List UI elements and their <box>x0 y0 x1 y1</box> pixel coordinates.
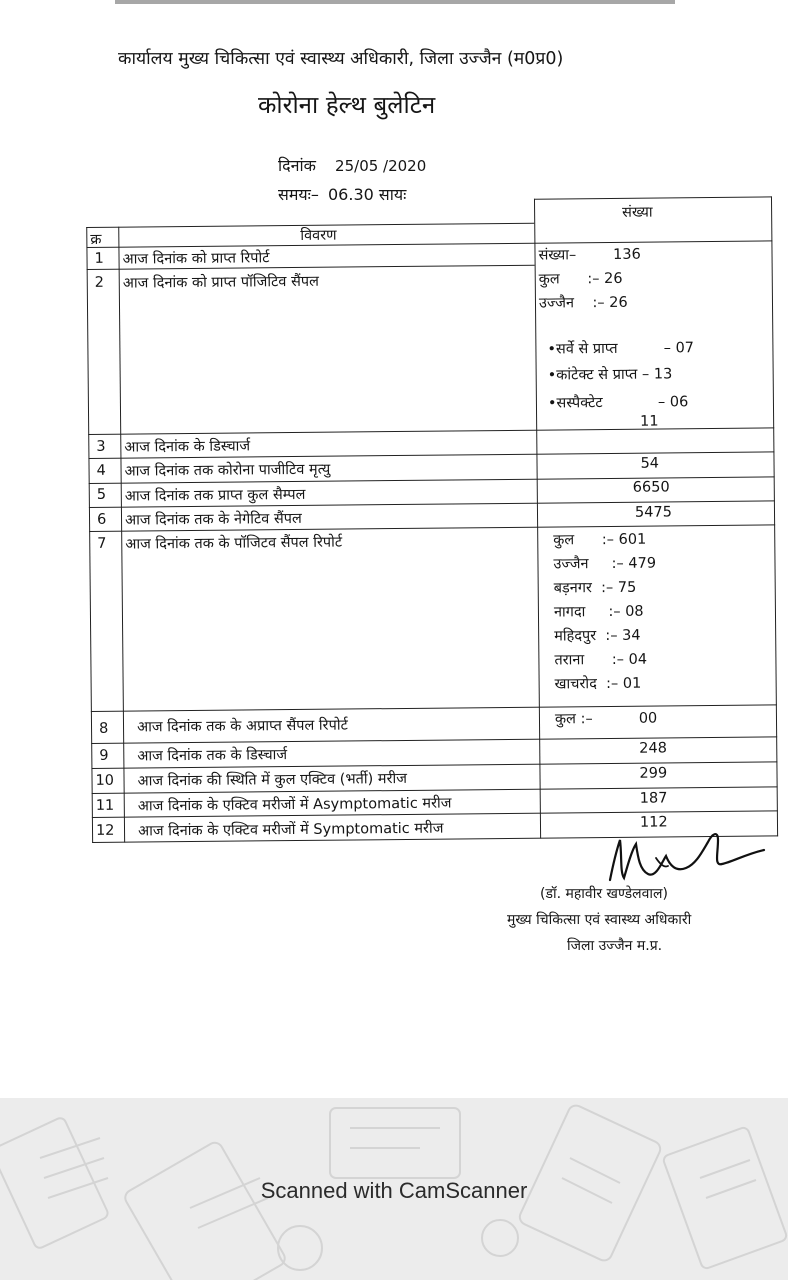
time-label: समयः– <box>278 185 319 204</box>
header-count: संख्या <box>622 204 653 221</box>
row-7-count-line: उज्जैन :– 479 <box>553 555 657 573</box>
row-8-sr: 8 <box>98 720 109 737</box>
row-1-desc: आज दिनांक को प्राप्त रिपोर्ट <box>122 250 270 268</box>
table-border-left <box>86 227 93 843</box>
row-7-count-line: खाचरोद :– 01 <box>554 675 642 693</box>
camscanner-footer <box>0 1098 788 1280</box>
row-12-count: 112 <box>639 814 668 831</box>
row-9-count: 248 <box>639 740 668 757</box>
row-9-sr: 9 <box>99 747 109 764</box>
row-4-desc: आज दिनांक तक कोरोना पाजीटिव मृत्यु <box>124 461 331 480</box>
date-line <box>278 154 426 176</box>
row-2-count-line: कुल :– 26 <box>538 270 623 288</box>
row-10-count: 299 <box>639 765 668 782</box>
row-10-sr: 10 <box>95 772 115 789</box>
row-8-desc: आज दिनांक तक के अप्राप्त सैंपल रिपोर्ट <box>136 717 348 736</box>
signatory-district: जिला उज्जैन म.प्र. <box>567 938 663 954</box>
row-2-count-line: •सर्वे से प्राप्त – 07 <box>547 340 695 358</box>
row-5-sr: 5 <box>96 486 107 503</box>
row-11-sr: 11 <box>95 797 115 814</box>
row-4-count: 54 <box>640 455 660 472</box>
row-3-count: 11 <box>640 413 659 430</box>
row-2-count-line: •कांटेक्ट से प्राप्त – 13 <box>547 366 673 384</box>
row-12-sr: 12 <box>95 822 115 839</box>
row-6-sr: 6 <box>96 511 107 528</box>
signatory-designation: मुख्य चिकित्सा एवं स्वास्थ्य अधिकारी <box>507 912 692 928</box>
row-6-desc: आज दिनांक तक के नेगेटिव सैंपल <box>124 510 302 529</box>
row-line <box>91 704 777 712</box>
row-9-desc: आज दिनांक तक के डिस्चार्ज <box>137 747 288 765</box>
health-bulletin-table <box>86 196 778 843</box>
table-border-right <box>771 196 778 836</box>
row-line <box>91 736 777 744</box>
row-11-count: 187 <box>639 790 668 807</box>
bulletin-title: कोरोना हेल्थ बुलेटिन <box>258 91 436 119</box>
row-3-sr: 3 <box>96 438 106 455</box>
row-2-count-line: उज्जैन :– 26 <box>538 294 628 312</box>
row-1-sr: 1 <box>94 250 104 267</box>
signatory-name: (डॉ. महावीर खण्डेलवाल) <box>540 886 668 902</box>
header-description: विवरण <box>300 227 337 244</box>
row-8-count: कुल :– 00 <box>554 710 658 728</box>
row-1-count: संख्या– 136 <box>538 246 641 264</box>
row-12-desc: आज दिनांक के एक्टिव मरीजों में Symptomatic मरीज <box>137 820 444 840</box>
camscanner-watermark: Scanned with CamScanner <box>260 1178 528 1203</box>
row-2-desc: आज दिनांक को प्राप्त पॉजिटिव सैंपल <box>122 273 319 292</box>
row-7-count-line: तराना :– 04 <box>554 651 648 669</box>
row-2-count-line: •सस्पैक्टेट – 06 <box>547 394 689 412</box>
row-7-count-line: बड़नगर :– 75 <box>553 579 637 597</box>
table-top-count <box>534 196 772 199</box>
row-7-count-line: कुल :– 601 <box>553 531 647 549</box>
row-7-count-line: महिदपुर :– 34 <box>554 627 641 645</box>
row-5-count: 6650 <box>632 479 670 496</box>
office-heading: कार्यालय मुख्य चिकित्सा एवं स्वास्थ्य अधिकारी, जिला उज्जैन (म0प्र0) <box>118 49 564 69</box>
row-3-desc: आज दिनांक के डिस्चार्ज <box>124 438 251 456</box>
row-7-count-line: नागदा :– 08 <box>553 603 644 621</box>
row-11-desc: आज दिनांक के एक्टिव मरीजों में Asymptomatic मरीज <box>137 795 452 815</box>
date-label: दिनांक <box>278 156 316 175</box>
row-6-count: 5475 <box>634 504 672 521</box>
row-7-desc: आज दिनांक तक के पॉजिटव सैंपल रिपोर्ट <box>125 534 343 553</box>
time-value: 06.30 सायः <box>328 185 407 204</box>
row-5-desc: आज दिनांक तक प्राप्त कुल सैम्पल <box>124 486 306 505</box>
row-4-sr: 4 <box>96 462 106 479</box>
date-value: 25/05 /2020 <box>335 157 427 175</box>
row-line <box>86 240 772 248</box>
scan-top-edge <box>115 0 675 4</box>
header-sr: क्र <box>90 231 102 248</box>
row-10-desc: आज दिनांक की स्थिति में कुल एक्टिव (भर्ती) मरीज <box>137 770 408 790</box>
handwritten-signature <box>596 822 770 888</box>
row-7-sr: 7 <box>97 535 107 552</box>
row-line <box>88 427 774 435</box>
row-2-sr: 2 <box>94 274 105 291</box>
table-divider-sr <box>118 227 125 843</box>
